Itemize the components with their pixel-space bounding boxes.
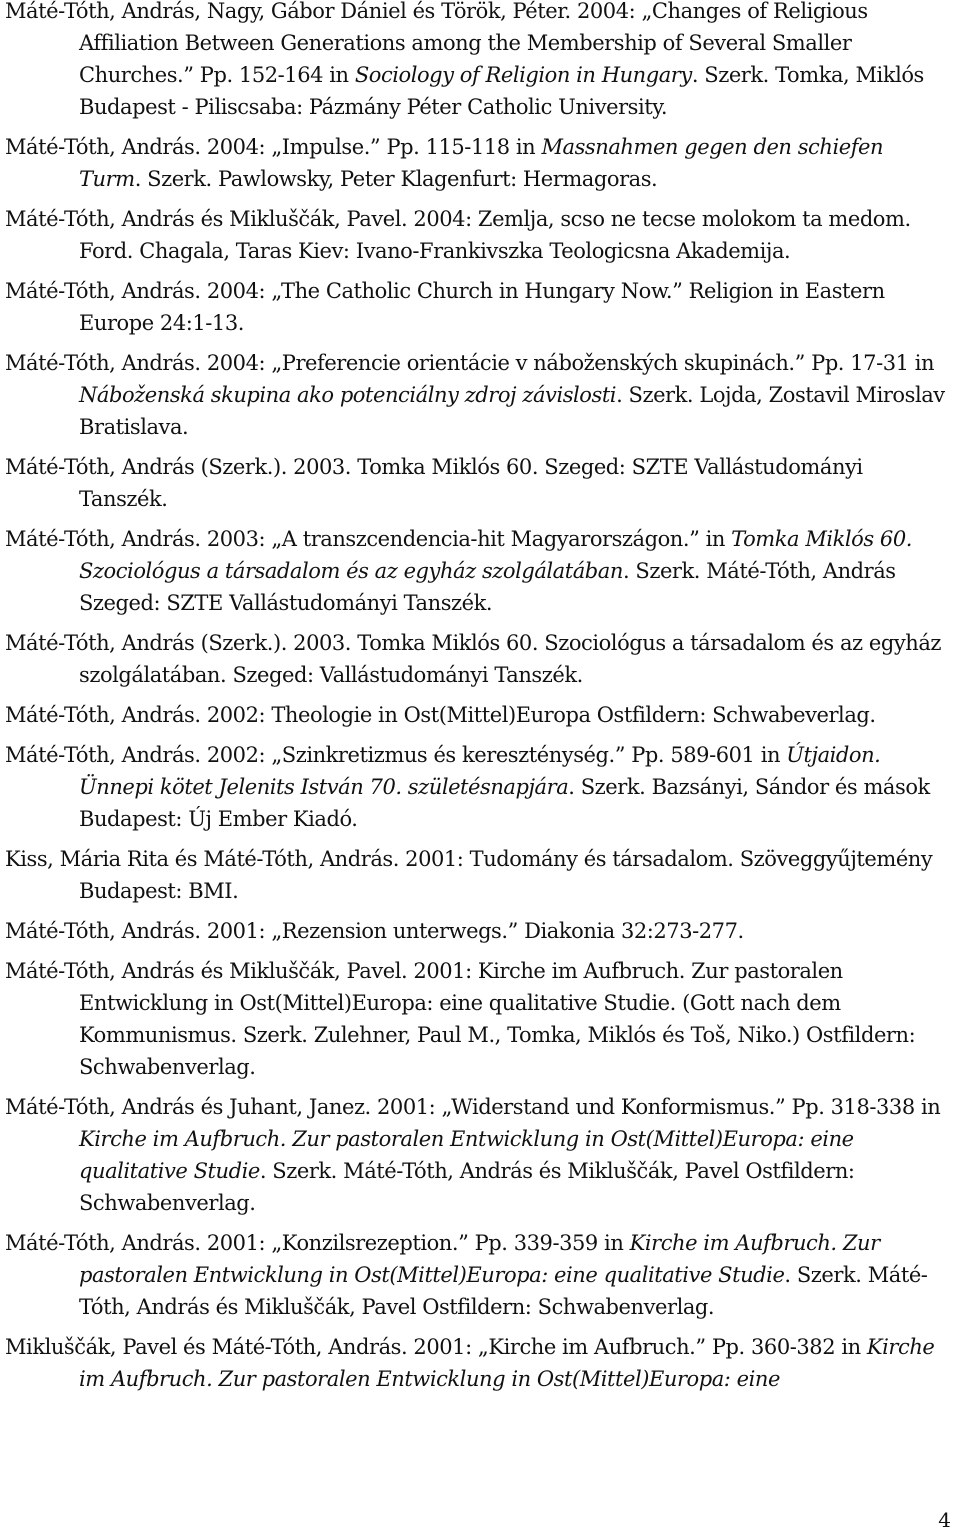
entry-text: Máté-Tóth, András és Mikluščák, Pavel. 2001: Kirche im Aufbruch. Zur pastoralen Entwicklung in Ost(Mittel)Europa: eine qualitative Studie. (Gott nach dem Kommunismus. Szerk. Zulehner, Paul M., Tomka, Miklós és Toš, Niko.) Ostfildern: Schwabenverlag. <box>5 959 916 1079</box>
bibliography-entry <box>5 739 950 835</box>
bibliography-entry <box>5 1091 950 1219</box>
entry-text: Máté-Tóth, András és Mikluščák, Pavel. 2004: Zemlja, scso ne tecse molokom ta medom. Ford. Chagala, Taras Kiev: Ivano-Frankivszka Teologicsna Akademija. <box>5 207 911 263</box>
entry-text: . Szerk. Tomka, Miklós Budapest - Piliscsaba: Pázmány Péter Catholic University. <box>79 63 924 119</box>
entry-text: . Szerk. Máté-Tóth, András és Mikluščák, Pavel Ostfildern: Schwabenverlag. <box>79 1263 928 1319</box>
entry-text: Máté-Tóth, András. 2003: „A transzcendencia-hit Magyarországon.” in <box>5 527 732 551</box>
bibliography-entry <box>5 1227 950 1323</box>
bibliography-entry <box>5 915 950 947</box>
entry-text: Kiss, Mária Rita és Máté-Tóth, András. 2001: Tudomány és társadalom. Szöveggyűjtemény Budapest: BMI. <box>5 847 933 903</box>
entry-title-italic: Náboženská skupina ako potenciálny zdroj závislosti <box>79 383 617 407</box>
entry-text: . Szerk. Bazsányi, Sándor és mások Budapest: Új Ember Kiadó. <box>79 775 930 831</box>
bibliography-page <box>5 0 950 1403</box>
entry-text: Máté-Tóth, András (Szerk.). 2003. Tomka Miklós 60. Szociológus a társadalom és az egyház szolgálatában. Szeged: Vallástudományi Tanszék. <box>5 631 942 687</box>
entry-text: Máté-Tóth, András. 2004: „Preferencie orientácie v náboženských skupinách.” Pp. 17-31 in <box>5 351 935 375</box>
entry-title-italic: Kirche im Aufbruch. Zur pastoralen Entwicklung in Ost(Mittel)Europa: eine <box>79 1335 935 1391</box>
entry-text: . Szerk. Pawlowsky, Peter Klagenfurt: Hermagoras. <box>134 167 658 191</box>
bibliography-entry <box>5 451 950 515</box>
bibliography-list <box>5 0 950 1395</box>
entry-text: Máté-Tóth, András, Nagy, Gábor Dániel és Török, Péter. 2004: „Changes of Religious Affiliation Between Generations among the Membership of Several Smaller Churches.” Pp. 152-164 in <box>5 0 868 87</box>
bibliography-entry <box>5 523 950 619</box>
bibliography-entry <box>5 275 950 339</box>
entry-text: Máté-Tóth, András. 2001: „Rezension unterwegs.” Diakonia 32:273-277. <box>5 919 744 943</box>
bibliography-entry <box>5 203 950 267</box>
bibliography-entry <box>5 0 950 123</box>
bibliography-entry <box>5 955 950 1083</box>
entry-title-italic: Tomka Miklós 60. Szociológus a társadalom és az egyház szolgálatában <box>79 527 912 583</box>
bibliography-entry <box>5 131 950 195</box>
entry-text: . Szerk. Máté-Tóth, András és Mikluščák, Pavel Ostfildern: Schwabenverlag. <box>79 1159 855 1215</box>
entry-text: . Szerk. Lojda, Zostavil Miroslav Bratislava. <box>79 383 945 439</box>
bibliography-entry <box>5 843 950 907</box>
entry-text: Máté-Tóth, András. 2002: Theologie in Ost(Mittel)Europa Ostfildern: Schwabeverlag. <box>5 703 876 727</box>
bibliography-entry <box>5 699 950 731</box>
entry-text: Mikluščák, Pavel és Máté-Tóth, András. 2001: „Kirche im Aufbruch.” Pp. 360-382 in <box>5 1335 867 1359</box>
entry-text: Máté-Tóth, András. 2004: „Impulse.” Pp. 115-118 in <box>5 135 542 159</box>
entry-text: Máté-Tóth, András. 2002: „Szinkretizmus és kereszténység.” Pp. 589-601 in <box>5 743 787 767</box>
entry-text: Máté-Tóth, András és Juhant, Janez. 2001: „Widerstand und Konformismus.” Pp. 318-338 in <box>5 1095 941 1119</box>
entry-text: Máté-Tóth, András. 2001: „Konzilsrezeption.” Pp. 339-359 in <box>5 1231 630 1255</box>
entry-title-italic: Útjaidon. Ünnepi kötet Jelenits István 70. születésnapjára <box>79 743 881 799</box>
entry-title-italic: Kirche im Aufbruch. Zur pastoralen Entwicklung in Ost(Mittel)Europa: eine qualitative Studie <box>79 1231 880 1287</box>
entry-title-italic: Sociology of Religion in Hungary <box>354 63 692 87</box>
entry-title-italic: Kirche im Aufbruch. Zur pastoralen Entwicklung in Ost(Mittel)Europa: eine qualitative Studie <box>79 1127 854 1183</box>
bibliography-entry <box>5 627 950 691</box>
page-number: 4 <box>938 1508 951 1532</box>
entry-text: Máté-Tóth, András. 2004: „The Catholic Church in Hungary Now.” Religion in Eastern Europe 24:1-13. <box>5 279 885 335</box>
bibliography-entry <box>5 1331 950 1395</box>
bibliography-entry <box>5 347 950 443</box>
entry-title-italic: Massnahmen gegen den schiefen Turm <box>79 135 884 191</box>
entry-text: . Szerk. Máté-Tóth, András Szeged: SZTE Vallástudományi Tanszék. <box>79 559 896 615</box>
entry-text: Máté-Tóth, András (Szerk.). 2003. Tomka Miklós 60. Szeged: SZTE Vallástudományi Tanszék. <box>5 455 863 511</box>
